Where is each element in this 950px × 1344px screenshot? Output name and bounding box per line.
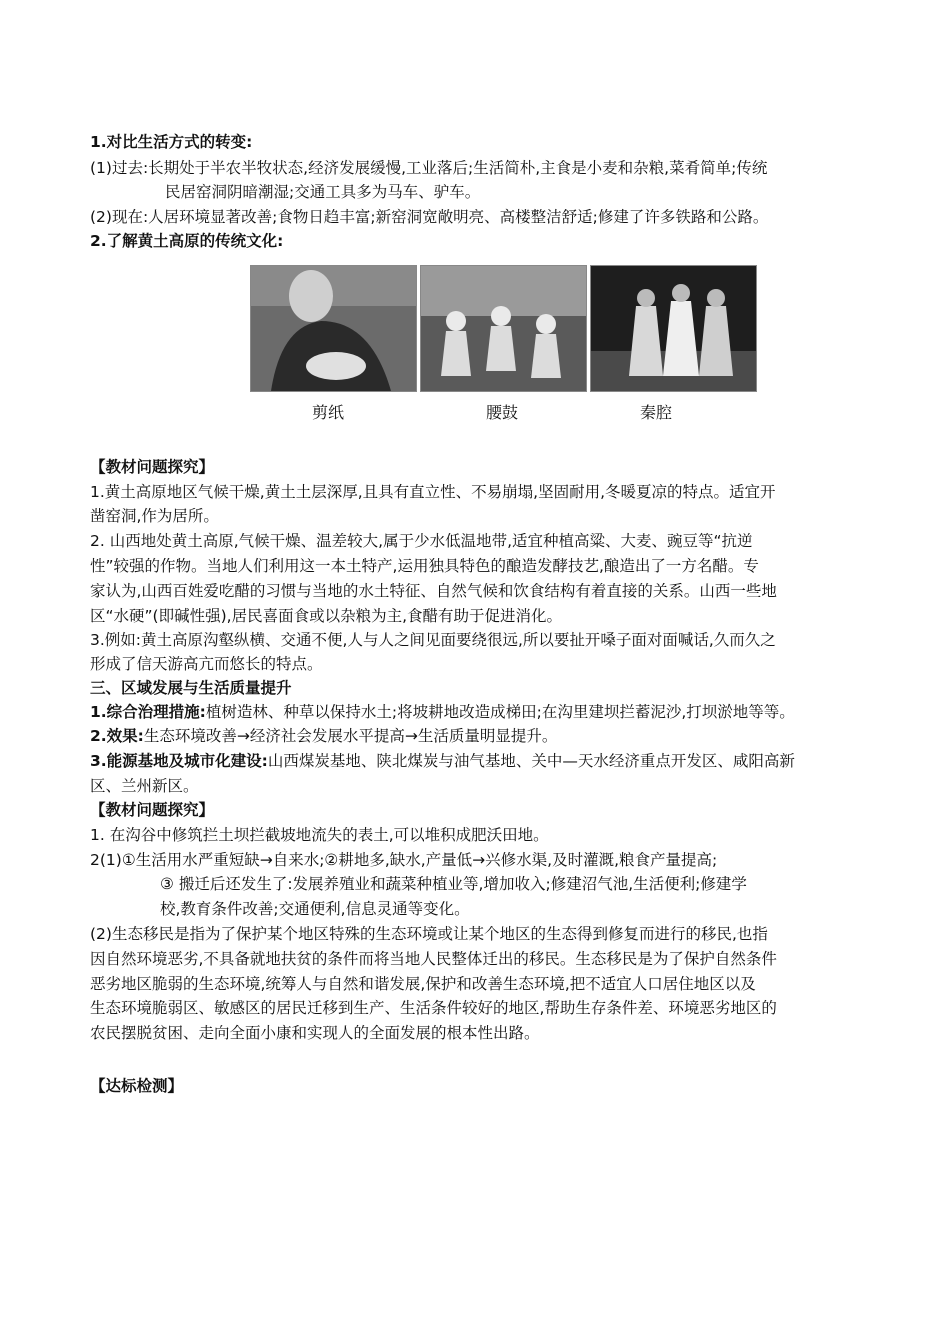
effect-line — [90, 724, 865, 748]
caption-qinqiang: 秦腔 — [640, 403, 673, 422]
effect-label: 2.效果: — [90, 727, 144, 745]
past-text-cont: 民居窑洞阴暗潮湿;交通工具多为马车、驴车。 — [165, 183, 481, 201]
waist-drum-photo — [420, 265, 587, 392]
heading-textbook-inquiry-2: 【教材问题探究】 — [90, 801, 215, 819]
heading-textbook-inquiry: 【教材问题探究】 — [90, 458, 215, 476]
culture-photos — [250, 265, 755, 390]
energy-text: 山西煤炭基地、陕北煤炭与油气基地、关中—天水经济重点开发区、咸阳高新 — [267, 752, 795, 770]
measures-label: 1.综合治理措施: — [90, 703, 206, 721]
inquiry-2-cont-a: 性”较强的作物。当地人们利用这一本土特产,运用独具特色的酿造发酵技艺,酿造出了一方名醋。专 — [90, 557, 759, 575]
past-text: (1)过去:长期处于半农半牧状态,经济发展缓慢,工业落后;生活简朴,主食是小麦和杂粮,菜肴简单;传统 — [90, 159, 768, 177]
inquiry-3-cont: 形成了信天游高亢而悠长的特点。 — [90, 655, 323, 673]
heading-assessment: 【达标检测】 — [90, 1077, 184, 1095]
caption-paper-cutting: 剪纸 — [312, 403, 345, 422]
inquiry-1: 1.黄土高原地区气候干燥,黄土土层深厚,且具有直立性、不易崩塌,坚固耐用,冬暖夏凉的特点。适宜开 — [90, 483, 776, 501]
inquiry-2-cont-c: 区“水硬”(即碱性强),居民喜面食或以杂粮为主,食醋有助于促进消化。 — [90, 607, 563, 625]
paper-cutting-photo — [250, 265, 417, 392]
measures-text: 植树造林、种草以保持水土;将坡耕地改造成梯田;在沟里建坝拦蓄泥沙,打坝淤地等等。 — [205, 703, 795, 721]
inquiry-2-cont-b: 家认为,山西百姓爱吃醋的习惯与当地的水土特征、自然气候和饮食结构有着直接的关系。山西一些地 — [90, 582, 777, 600]
inquiry-2: 2. 山西地处黄土高原,气候干燥、温差较大,属于少水低温地带,适宜种植高粱、大麦、豌豆等“抗逆 — [90, 532, 753, 550]
heading-traditional-culture: 2.了解黄土高原的传统文化: — [90, 232, 284, 250]
inquiry2-3-cont-d: 农民摆脱贫困、走向全面小康和实现人的全面发展的根本性出路。 — [90, 1024, 540, 1042]
energy-label: 3.能源基地及城市化建设: — [90, 752, 268, 770]
inquiry2-3-cont-c: 生态环境脆弱区、敏感区的居民迁移到生产、生活条件较好的地区,帮助生存条件差、环境恶劣地区的 — [90, 999, 777, 1017]
inquiry2-3-cont-b: 恶劣地区脆弱的生态环境,统筹人与自然和谐发展,保护和改善生态环境,把不适宜人口居住地区以及 — [90, 975, 756, 993]
inquiry2-2-cont-b: 校,教育条件改善;交通便利,信息灵通等变化。 — [160, 900, 470, 918]
heading-lifestyle-change: 1.对比生活方式的转变: — [90, 133, 253, 151]
caption-waist-drum: 腰鼓 — [486, 403, 519, 422]
inquiry2-3: (2)生态移民是指为了保护某个地区特殊的生态环境或让某个地区的生态得到修复而进行的移民,也指 — [90, 925, 768, 943]
energy-line — [90, 749, 865, 773]
effect-text: 生态环境改善→经济社会发展水平提高→生活质量明显提升。 — [143, 727, 558, 745]
inquiry2-3-cont-a: 因自然环境恶劣,不具备就地扶贫的条件而将当地人民整体迁出的移民。生态移民是为了保护自然条件 — [90, 950, 777, 968]
present-text: (2)现在:人居环境显著改善;食物日趋丰富;新窑洞宽敞明亮、高楼整洁舒适;修建了许多铁路和公路。 — [90, 208, 769, 226]
qinqiang-opera-photo — [590, 265, 757, 392]
energy-line-cont: 区、兰州新区。 — [90, 777, 199, 795]
inquiry-1-cont: 凿窑洞,作为居所。 — [90, 507, 219, 525]
inquiry-3: 3.例如:黄土高原沟壑纵横、交通不便,人与人之间见面要绕很远,所以要扯开嗓子面对面喊话,久而久之 — [90, 631, 776, 649]
inquiry2-2: 2(1)①生活用水严重短缺→自来水;②耕地多,缺水,产量低→兴修水渠,及时灌溉,粮食产量提高; — [90, 851, 718, 869]
measures-line — [90, 700, 865, 724]
inquiry2-1: 1. 在沟谷中修筑拦土坝拦截坡地流失的表土,可以堆积成肥沃田地。 — [90, 826, 549, 844]
heading-regional-development: 三、区域发展与生活质量提升 — [90, 679, 292, 697]
inquiry2-2-cont-a: ③ 搬迁后还发生了:发展养殖业和蔬菜种植业等,增加收入;修建沼气池,生活便利;修建学 — [160, 875, 747, 893]
